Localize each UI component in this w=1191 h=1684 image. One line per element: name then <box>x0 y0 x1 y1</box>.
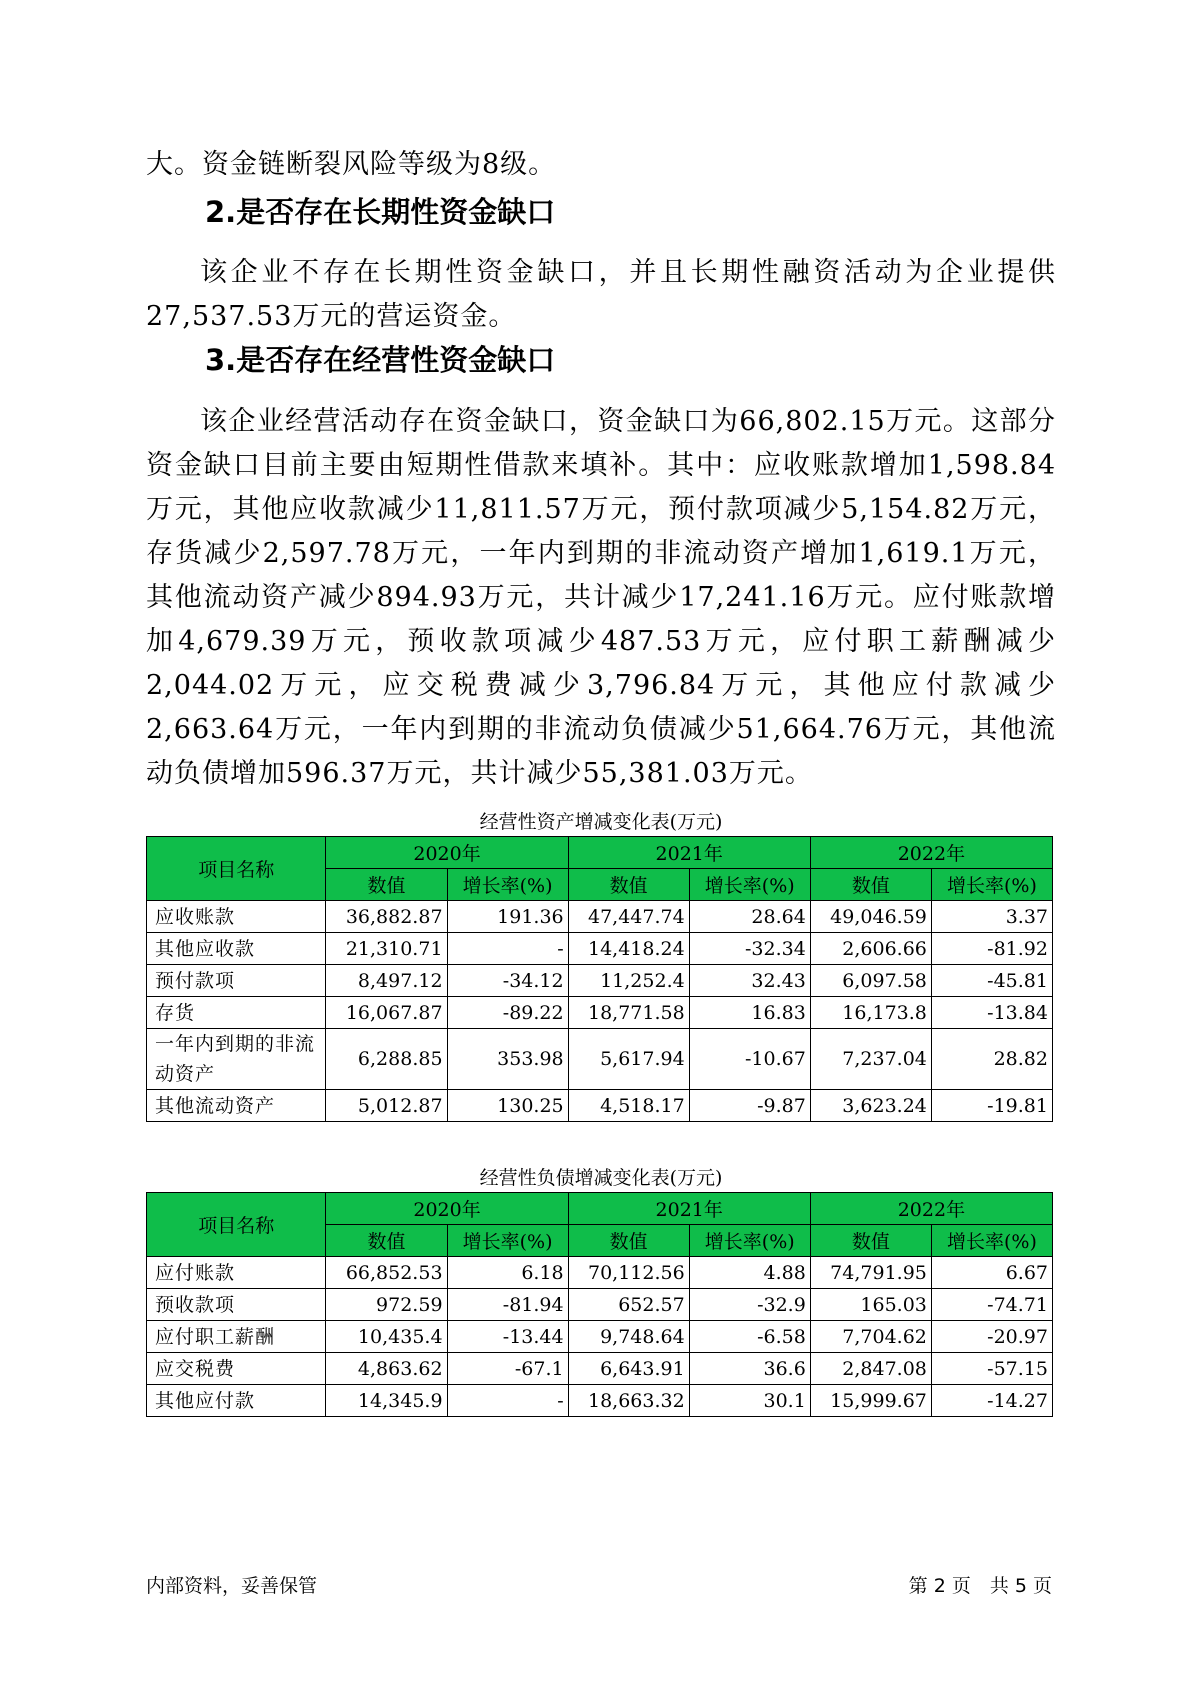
growth-cell: -74.71 <box>931 1289 1052 1321</box>
growth-cell: 6.67 <box>931 1257 1052 1289</box>
row-label: 一年内到期的非流动资产 <box>147 1029 326 1090</box>
row-label: 其他应付款 <box>147 1385 326 1417</box>
growth-header: 增长率(%) <box>931 1225 1052 1257</box>
row-label: 应付职工薪酬 <box>147 1321 326 1353</box>
growth-cell: -57.15 <box>931 1353 1052 1385</box>
value-cell: 16,067.87 <box>326 997 447 1029</box>
year-header-2022: 2022年 <box>810 837 1052 869</box>
growth-cell: -89.22 <box>447 997 568 1029</box>
value-header: 数值 <box>810 869 931 901</box>
growth-cell: -45.81 <box>931 965 1052 997</box>
value-cell: 47,447.74 <box>568 901 689 933</box>
value-header: 数值 <box>810 1225 931 1257</box>
paragraph-long-term: 该企业不存在长期性资金缺口，并且长期性融资活动为企业提供27,537.53万元的营运资金。 <box>146 257 1056 332</box>
growth-header: 增长率(%) <box>447 869 568 901</box>
growth-header: 增长率(%) <box>931 869 1052 901</box>
name-header: 项目名称 <box>147 1193 326 1257</box>
paragraph-risk-level: 大。资金链断裂风险等级为8级。 <box>146 149 557 180</box>
value-cell: 4,518.17 <box>568 1090 689 1122</box>
table-row <box>147 1257 1053 1289</box>
value-cell: 8,497.12 <box>326 965 447 997</box>
value-cell: 2,847.08 <box>810 1353 931 1385</box>
growth-cell: -13.44 <box>447 1321 568 1353</box>
value-header: 数值 <box>568 1225 689 1257</box>
table-row <box>147 1090 1053 1122</box>
heading-operating-gap: 3.是否存在经营性资金缺口 <box>205 343 556 377</box>
value-cell: 10,435.4 <box>326 1321 447 1353</box>
growth-header: 增长率(%) <box>689 869 810 901</box>
growth-cell: -14.27 <box>931 1385 1052 1417</box>
growth-cell: -19.81 <box>931 1090 1052 1122</box>
row-label: 其他流动资产 <box>147 1090 326 1122</box>
value-cell: 16,173.8 <box>810 997 931 1029</box>
row-label: 应付账款 <box>147 1257 326 1289</box>
value-cell: 165.03 <box>810 1289 931 1321</box>
growth-cell: 3.37 <box>931 901 1052 933</box>
growth-cell: 353.98 <box>447 1029 568 1090</box>
growth-cell: 130.25 <box>447 1090 568 1122</box>
value-cell: 15,999.67 <box>810 1385 931 1417</box>
value-cell: 14,418.24 <box>568 933 689 965</box>
growth-cell: -81.92 <box>931 933 1052 965</box>
row-label: 存货 <box>147 997 326 1029</box>
year-header-2021: 2021年 <box>568 837 810 869</box>
value-cell: 6,097.58 <box>810 965 931 997</box>
growth-cell: 6.18 <box>447 1257 568 1289</box>
growth-cell: -32.9 <box>689 1289 810 1321</box>
growth-cell: -6.58 <box>689 1321 810 1353</box>
value-cell: 14,345.9 <box>326 1385 447 1417</box>
growth-cell: 28.82 <box>931 1029 1052 1090</box>
value-cell: 3,623.24 <box>810 1090 931 1122</box>
growth-header: 增长率(%) <box>447 1225 568 1257</box>
growth-cell: 16.83 <box>689 997 810 1029</box>
assets-table <box>146 836 1053 1122</box>
value-cell: 4,863.62 <box>326 1353 447 1385</box>
value-cell: 11,252.4 <box>568 965 689 997</box>
growth-cell: - <box>447 933 568 965</box>
value-cell: 6,643.91 <box>568 1353 689 1385</box>
value-cell: 9,748.64 <box>568 1321 689 1353</box>
growth-header: 增长率(%) <box>689 1225 810 1257</box>
growth-cell: - <box>447 1385 568 1417</box>
growth-cell: -67.1 <box>447 1353 568 1385</box>
value-header: 数值 <box>568 869 689 901</box>
table-row <box>147 1321 1053 1353</box>
value-header: 数值 <box>326 869 447 901</box>
year-header-2022: 2022年 <box>810 1193 1052 1225</box>
growth-cell: -20.97 <box>931 1321 1052 1353</box>
value-cell: 972.59 <box>326 1289 447 1321</box>
heading-long-term-gap: 2.是否存在长期性资金缺口 <box>205 195 556 229</box>
table-row <box>147 1289 1053 1321</box>
value-cell: 652.57 <box>568 1289 689 1321</box>
row-label: 预收款项 <box>147 1289 326 1321</box>
value-cell: 5,012.87 <box>326 1090 447 1122</box>
value-cell: 21,310.71 <box>326 933 447 965</box>
growth-cell: -81.94 <box>447 1289 568 1321</box>
footer-confidential: 内部资料，妥善保管 <box>146 1575 318 1597</box>
value-header: 数值 <box>326 1225 447 1257</box>
growth-cell: 191.36 <box>447 901 568 933</box>
table-row <box>147 1353 1053 1385</box>
year-header-2020: 2020年 <box>326 1193 568 1225</box>
value-cell: 18,663.32 <box>568 1385 689 1417</box>
growth-cell: 36.6 <box>689 1353 810 1385</box>
growth-cell: -13.84 <box>931 997 1052 1029</box>
value-cell: 7,237.04 <box>810 1029 931 1090</box>
growth-cell: -9.87 <box>689 1090 810 1122</box>
value-cell: 36,882.87 <box>326 901 447 933</box>
growth-cell: 4.88 <box>689 1257 810 1289</box>
table-row <box>147 933 1053 965</box>
value-cell: 5,617.94 <box>568 1029 689 1090</box>
row-label: 应交税费 <box>147 1353 326 1385</box>
year-header-2021: 2021年 <box>568 1193 810 1225</box>
table-row <box>147 997 1053 1029</box>
growth-cell: -32.34 <box>689 933 810 965</box>
value-cell: 6,288.85 <box>326 1029 447 1090</box>
value-cell: 70,112.56 <box>568 1257 689 1289</box>
value-cell: 7,704.62 <box>810 1321 931 1353</box>
value-cell: 2,606.66 <box>810 933 931 965</box>
liabilities-table-caption: 经营性负债增减变化表(万元) <box>479 1167 723 1189</box>
value-cell: 74,791.95 <box>810 1257 931 1289</box>
row-label: 应收账款 <box>147 901 326 933</box>
growth-cell: 32.43 <box>689 965 810 997</box>
table-row <box>147 1029 1053 1090</box>
growth-cell: 28.64 <box>689 901 810 933</box>
liabilities-table <box>146 1192 1053 1417</box>
row-label: 预付款项 <box>147 965 326 997</box>
growth-cell: -10.67 <box>689 1029 810 1090</box>
table-row <box>147 965 1053 997</box>
growth-cell: -34.12 <box>447 965 568 997</box>
table-row <box>147 901 1053 933</box>
year-header-2020: 2020年 <box>326 837 568 869</box>
value-cell: 66,852.53 <box>326 1257 447 1289</box>
growth-cell: 30.1 <box>689 1385 810 1417</box>
name-header: 项目名称 <box>147 837 326 901</box>
paragraph-operating: 该企业经营活动存在资金缺口，资金缺口为66,802.15万元。这部分资金缺口目前主要由短期性借款来填补。其中：应收账款增加1,598.84万元，其他应收款减少11,811.57万元，预付款项减少5,154.82万元，存货减少2,597.78万元，一年内到期的非流动资产增加1,619.1万元，其他流动资产减少894.93万元，共计减少17,241.16万元。应付账款增加4,679.39万元，预收款项减少487.53万元，应付职工薪酬减少2,044.02万元，应交税费减少3,796.84万元，其他应付款减少2,663.64万元，一年内到期的非流动负债减少51,664.76万元，其他流动负债增加596.37万元，共计减少55,381.03万元。 <box>146 406 1056 789</box>
row-label: 其他应收款 <box>147 933 326 965</box>
assets-table-caption: 经营性资产增减变化表(万元) <box>479 811 723 833</box>
value-cell: 18,771.58 <box>568 997 689 1029</box>
footer-page-number: 第 2 页 共 5 页 <box>908 1575 1052 1597</box>
value-cell: 49,046.59 <box>810 901 931 933</box>
table-row <box>147 1385 1053 1417</box>
